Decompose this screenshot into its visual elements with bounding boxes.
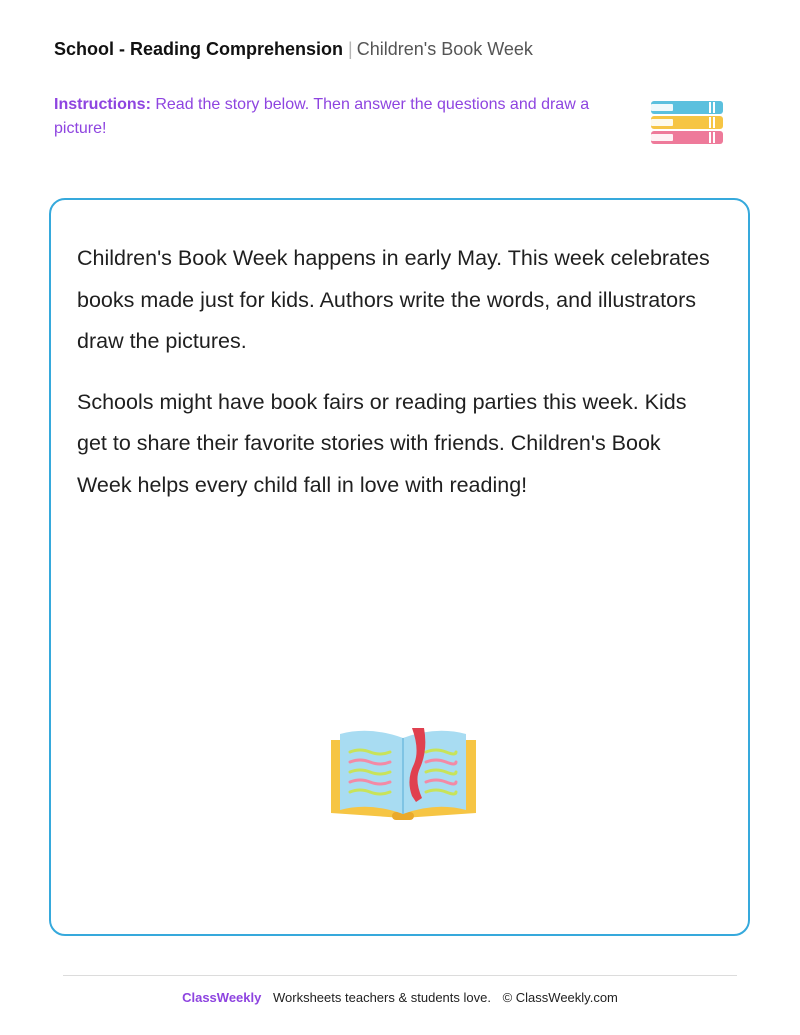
story-paragraph-1: Children's Book Week happens in early May. This week celebrates books made just for kids. Authors write the words, and illustrators draw the pictures. bbox=[77, 246, 710, 353]
worksheet-title: School - Reading Comprehension bbox=[54, 39, 344, 59]
footer-copyright: © ClassWeekly.com bbox=[502, 990, 618, 1005]
footer bbox=[0, 990, 800, 1005]
instructions-label: Instructions: bbox=[54, 96, 151, 113]
story-paragraph-2: Schools might have book fairs or reading parties this week. Kids get to share their favorite stories with friends. Children's Book Week helps every child fall in love with reading! bbox=[77, 389, 687, 497]
footer-divider bbox=[63, 975, 737, 976]
title-separator: | bbox=[348, 39, 353, 59]
footer-brand: ClassWeekly bbox=[182, 990, 262, 1005]
story-text bbox=[77, 238, 717, 525]
story-box bbox=[49, 198, 750, 936]
instructions bbox=[54, 93, 610, 141]
instructions-text: Read the story below. Then answer the questions and draw a picture! bbox=[54, 96, 590, 137]
stacked-books-icon bbox=[620, 60, 750, 180]
worksheet-header bbox=[54, 37, 533, 61]
footer-tagline: Worksheets teachers & students love. bbox=[272, 990, 491, 1005]
open-book-icon bbox=[326, 720, 481, 830]
worksheet-subtitle: Children's Book Week bbox=[356, 39, 533, 59]
